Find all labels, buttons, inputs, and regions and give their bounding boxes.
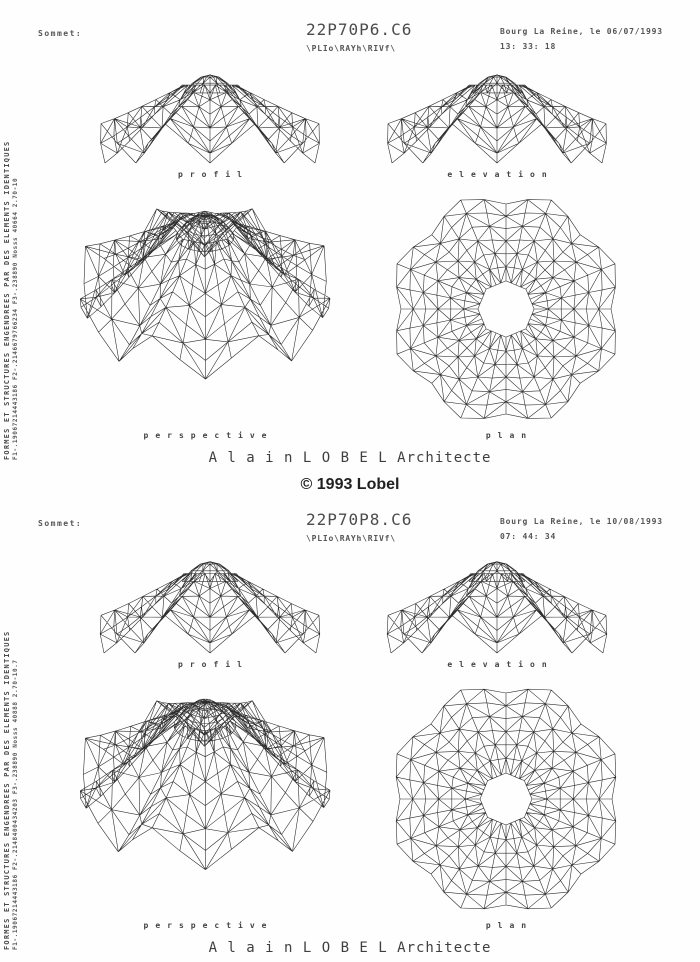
sommet-label: Sommet: [38,519,83,528]
model-path: \PLIo\RAYh\RIVf\ [306,534,396,543]
elevation-view [372,57,622,179]
model-filename: 22P70P8.C6 [306,510,413,529]
margin-parameters: F1-.19067214443186 F2-.2146679766234 F3-.238890 Nosss 40664 2.70-10 [12,177,19,460]
plot-time: 13: 33: 18 [500,42,557,51]
copyright-caption: © 1993 Lobel [300,476,400,493]
sheet-title-block [306,20,506,53]
sheet-stamp-block [500,27,695,51]
profil-view-label: profil [178,660,249,669]
profil-view [85,547,335,669]
margin-caption: FORMES ET STRUCTURES ENGENDREES PAR DES ELEMENTS IDENTIQUES [3,140,11,460]
margin-parameters: F1-.19067214443186 F2-.2148400434203 F3-.238890 Nosss 40888 2.70-10.7 [12,659,19,950]
plan-view [362,680,650,930]
profil-view-label: profil [178,170,249,179]
drawing-sheet-2 [0,490,700,962]
plan-wireframe-drawing [362,680,650,918]
elevation-view-label: elevation [447,170,554,179]
sheet-stamp-block [500,517,695,541]
perspective-view [65,680,345,930]
perspective-view-label: perspective [143,431,274,440]
left-margin-rotated-text [3,22,21,460]
architect-signature: A l a i n L O B E L Architecte [208,450,492,466]
perspective-view [65,190,345,440]
place-date: Bourg La Reine, le 10/08/1993 [500,517,663,526]
sheet-title-block [306,510,506,543]
architect-signature: A l a i n L O B E L Architecte [208,940,492,956]
model-path: \PLIo\RAYh\RIVf\ [306,44,396,53]
elevation-view [372,547,622,669]
perspective-wireframe-drawing [65,680,345,918]
profil-view [85,57,335,179]
elevation-wireframe-drawing [372,547,622,657]
perspective-view-label: perspective [143,921,274,930]
left-margin-rotated-text [3,512,21,950]
place-date: Bourg La Reine, le 06/07/1993 [500,27,663,36]
plan-wireframe-drawing [362,190,650,428]
elevation-wireframe-drawing [372,57,622,167]
plot-time: 07: 44: 34 [500,532,557,541]
perspective-wireframe-drawing [65,190,345,428]
plan-view-label: plan [485,921,534,930]
plan-view [362,190,650,440]
model-filename: 22P70P6.C6 [306,20,413,39]
elevation-view-label: elevation [447,660,554,669]
profil-wireframe-drawing [85,57,335,167]
margin-caption: FORMES ET STRUCTURES ENGENDREES PAR DES ELEMENTS IDENTIQUES [3,630,11,950]
sommet-label: Sommet: [38,29,83,38]
profil-wireframe-drawing [85,547,335,657]
plan-view-label: plan [485,431,534,440]
